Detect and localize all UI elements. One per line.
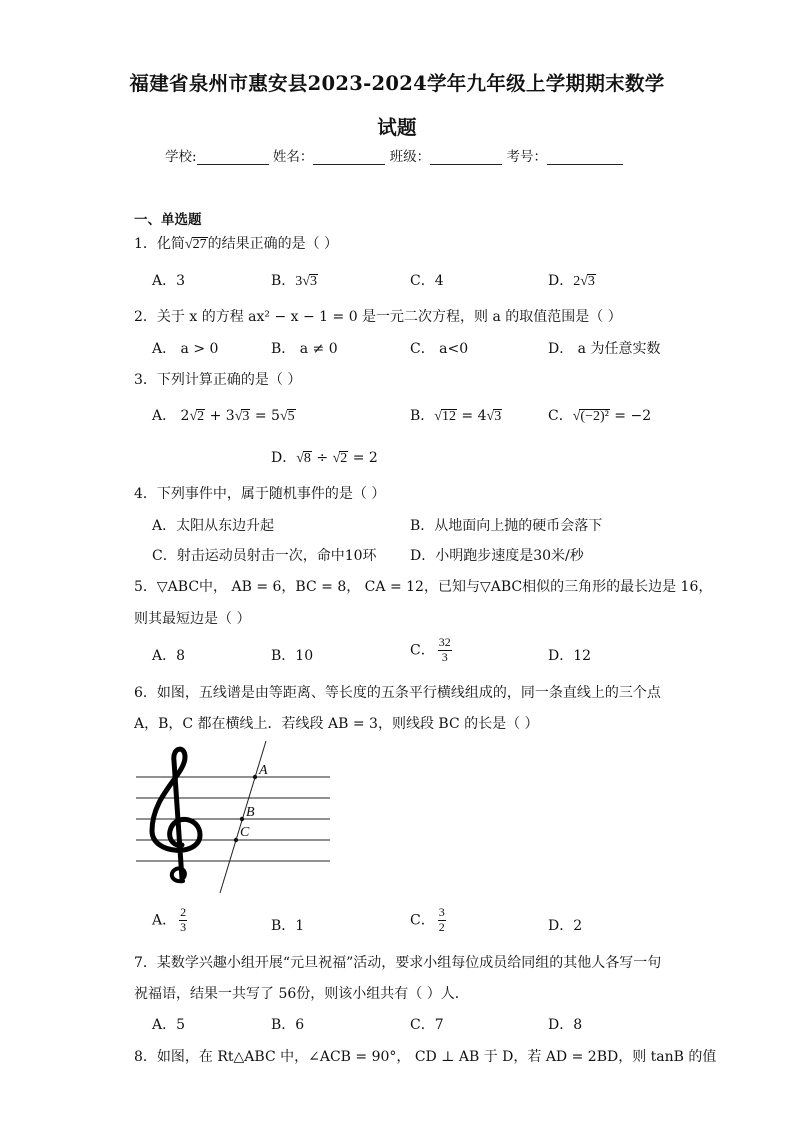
school-blank [197, 150, 269, 165]
q3-option-b: B．√12 = 4√3 [410, 408, 502, 424]
q7-option-a: A．5 [152, 1017, 186, 1033]
name-label: 姓名： [272, 149, 314, 165]
question-1: 1．化简√27的结果正确的是（ ） [134, 236, 339, 252]
q1-option-b: B．3√3 [271, 273, 317, 289]
question-7-line1: 7．某数学兴趣小组开展“元旦祝福”活动，要求小组每位成员给同组的其他人各写一句 [134, 955, 662, 971]
question-4: 4．下列事件中，属于随机事件的是（ ） [134, 486, 386, 502]
question-6-line2: A，B，C 都在横线上．若线段 AB = 3，则线段 BC 的长是（ ） [134, 716, 539, 732]
school-label: 学校: [165, 149, 197, 165]
question-5-line1: 5．▽ABC中， AB = 6，BC = 8， CA = 12，已知与▽ABC相似的三角形的最长边是 16， [134, 579, 713, 595]
q7-option-b: B．6 [271, 1017, 305, 1033]
q2-option-a: A． a > 0 [152, 341, 219, 357]
q1-option-c: C．4 [410, 273, 444, 289]
label-c: C [240, 825, 250, 840]
section-heading: 一、单选题 [134, 212, 202, 228]
q5-option-d: D．12 [548, 648, 592, 664]
staff-figure [130, 735, 340, 895]
question-8-line1: 8．如图，在 Rt△ABC 中，∠ACB = 90°， CD ⊥ AB 于 D，若 AD = 2BD，则 tanB 的值 [134, 1049, 717, 1065]
q5-option-a: A．8 [152, 648, 186, 664]
q7-option-c: C．7 [410, 1017, 444, 1033]
q3-option-c: C．√(−2)² = −2 [548, 408, 652, 424]
name-blank [313, 150, 385, 165]
q6-option-c: C． $\frac{3}{2}$ [410, 905, 445, 934]
exam-title-line1: 福建省泉州市惠安县2023-2024学年九年级上学期期末数学 [129, 72, 665, 95]
point-a [253, 775, 257, 779]
q1-option-d: D．2√3 [548, 273, 595, 289]
q4-option-d: D．小明跑步速度是30米/秒 [410, 548, 584, 564]
q5-option-c: C． $\frac{32}{3}$ [410, 635, 451, 664]
question-3: 3．下列计算正确的是（ ） [134, 372, 302, 388]
q3-option-a: A． 2√2 + 3√3 = 5√5 [152, 408, 295, 424]
question-2: 2．关于 x 的方程 ax² − x − 1 = 0 是一元二次方程，则 a 的取值范围是（ ） [134, 309, 622, 325]
class-blank [430, 150, 502, 165]
q6-option-a: A． $\frac{2}{3}$ [152, 905, 187, 934]
question-6-line1: 6．如图，五线谱是由等距离、等长度的五条平行横线组成的，同一条直线上的三个点 [134, 685, 661, 701]
number-label: 考号： [506, 149, 547, 165]
question-7-line2: 祝福语，结果一共写了 56份，则该小组共有（ ）人． [134, 986, 469, 1002]
label-a: A [259, 763, 268, 778]
q1-option-a: A．3 [152, 273, 186, 289]
exam-title-line2: 试题 [377, 116, 417, 139]
q5-option-b: B．10 [271, 648, 314, 664]
class-label: 班级： [389, 149, 431, 165]
point-c [234, 838, 238, 842]
q4-option-b: B．从地面向上抛的硬币会落下 [410, 518, 603, 534]
q2-option-b: B． a ≠ 0 [271, 341, 338, 357]
label-b: B [246, 805, 255, 820]
student-info-row [165, 145, 623, 165]
q6-option-d: D．2 [548, 918, 583, 934]
number-blank [547, 150, 623, 165]
q2-option-d: D． a 为任意实数 [548, 341, 661, 357]
q4-option-c: C．射击运动员射击一次，命中10环 [152, 548, 377, 564]
q7-option-d: D．8 [548, 1017, 583, 1033]
q4-option-a: A．太阳从东边升起 [152, 518, 275, 534]
q2-option-c: C． a<0 [410, 341, 469, 357]
q6-option-b: B．1 [271, 918, 305, 934]
point-b [240, 817, 244, 821]
q3-option-d: D．√8 ÷ √2 = 2 [271, 450, 378, 466]
question-5-line2: 则其最短边是（ ） [134, 611, 251, 627]
